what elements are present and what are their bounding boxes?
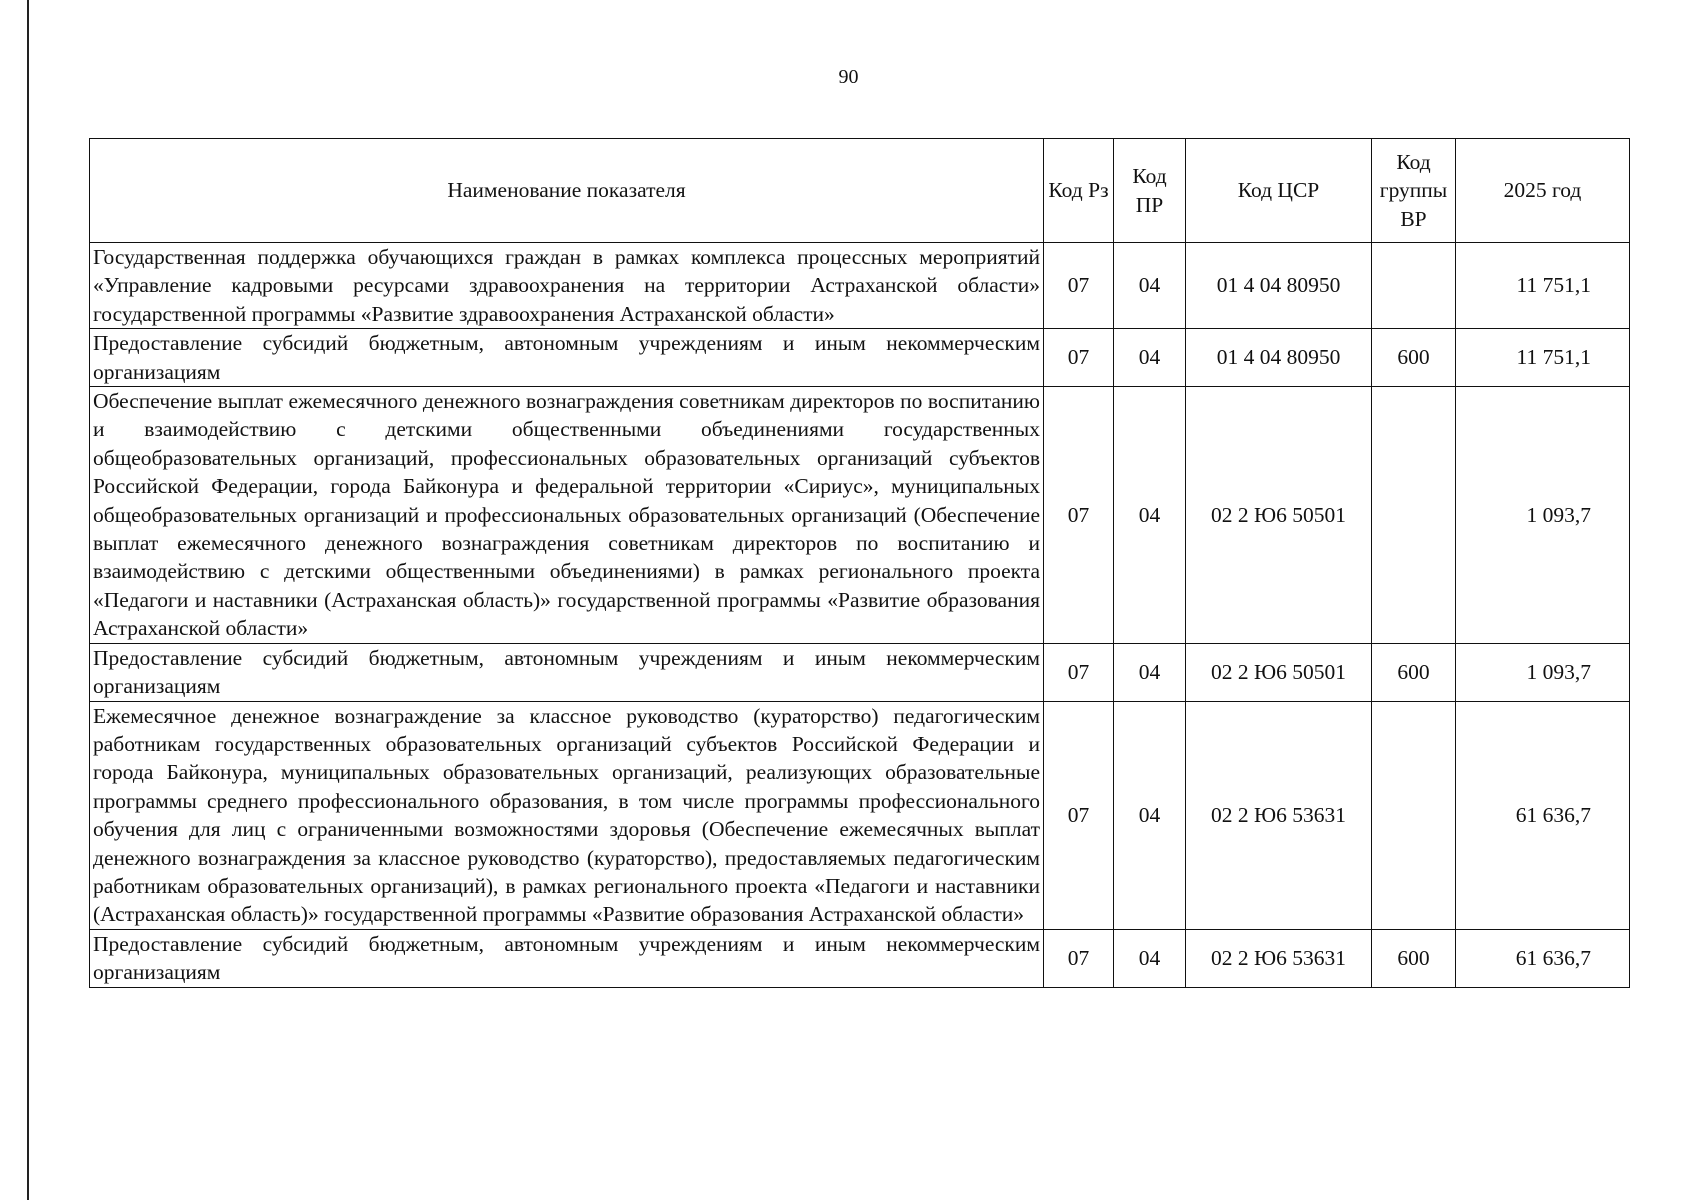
row-amount: 61 636,7 [1456, 701, 1630, 929]
row-pr: 04 [1114, 643, 1186, 701]
header-pr: Код ПР [1114, 139, 1186, 243]
row-name: Обеспечение выплат ежемесячного денежного вознаграждения советникам директоров по воспитанию и взаимодействию с детскими общественными объединениями государственных общеобразовательных организаций, профессиональных образовательных организаций субъектов Российской Федерации, города Байконура и федеральной территории «Сириус», муниципальных общеобразовательных организаций и профессиональных образовательных организаций (Обеспечение выплат ежемесячного денежного вознаграждения советникам директоров по воспитанию и взаимодействию с детскими общественными объединениями) в рамках регионального проекта «Педагоги и наставники (Астраханская область)» государственной программы «Развитие образования Астраханской области» [90, 387, 1044, 644]
page-number: 90 [838, 66, 859, 88]
row-csr: 02 2 Ю6 50501 [1186, 643, 1372, 701]
row-amount: 11 751,1 [1456, 243, 1630, 329]
header-vr: Код группы ВР [1372, 139, 1456, 243]
binding-margin-line [27, 0, 29, 1200]
header-year: 2025 год [1456, 139, 1630, 243]
row-amount: 61 636,7 [1456, 929, 1630, 987]
row-name: Государственная поддержка обучающихся граждан в рамках комплекса процессных мероприятий «Управление кадровыми ресурсами здравоохранения на территории Астраханской области» государственной программы «Развитие здравоохранения Астраханской области» [90, 243, 1044, 329]
row-amount: 1 093,7 [1456, 643, 1630, 701]
row-vr: 600 [1372, 329, 1456, 387]
row-rz: 07 [1044, 387, 1114, 644]
row-rz: 07 [1044, 929, 1114, 987]
row-pr: 04 [1114, 387, 1186, 644]
table-header-row [90, 139, 1630, 243]
row-vr: 600 [1372, 643, 1456, 701]
row-pr: 04 [1114, 243, 1186, 329]
row-csr: 01 4 04 80950 [1186, 243, 1372, 329]
row-csr: 02 2 Ю6 53631 [1186, 929, 1372, 987]
row-pr: 04 [1114, 929, 1186, 987]
row-name: Ежемесячное денежное вознаграждение за классное руководство (кураторство) педагогическим работникам государственных образовательных организаций субъектов Российской Федерации и города Байконура, муниципальных образовательных организаций, реализующих образовательные программы среднего профессионального образования, в том числе программы профессионального обучения для лиц с ограниченными возможностями здоровья (Обеспечение ежемесячных выплат денежного вознаграждения за классное руководство (кураторство), предоставляемых педагогическим работникам образовательных организаций), в рамках регионального проекта «Педагоги и наставники (Астраханская область)» государственной программы «Развитие образования Астраханской области» [90, 701, 1044, 929]
header-rz: Код Рз [1044, 139, 1114, 243]
header-name: Наименование показателя [90, 139, 1044, 243]
table-row [90, 329, 1630, 387]
table-row [90, 643, 1630, 701]
row-name: Предоставление субсидий бюджетным, автономным учреждениям и иным некоммерческим организациям [90, 329, 1044, 387]
row-name: Предоставление субсидий бюджетным, автономным учреждениям и иным некоммерческим организациям [90, 643, 1044, 701]
row-rz: 07 [1044, 701, 1114, 929]
row-csr: 02 2 Ю6 53631 [1186, 701, 1372, 929]
row-vr [1372, 701, 1456, 929]
table-row [90, 243, 1630, 329]
table-row [90, 387, 1630, 644]
row-name: Предоставление субсидий бюджетным, автономным учреждениям и иным некоммерческим организациям [90, 929, 1044, 987]
budget-table [89, 138, 1630, 988]
header-csr: Код ЦСР [1186, 139, 1372, 243]
row-vr [1372, 387, 1456, 644]
table-row [90, 929, 1630, 987]
row-amount: 1 093,7 [1456, 387, 1630, 644]
row-vr [1372, 243, 1456, 329]
row-rz: 07 [1044, 243, 1114, 329]
table-row [90, 701, 1630, 929]
row-amount: 11 751,1 [1456, 329, 1630, 387]
row-rz: 07 [1044, 643, 1114, 701]
row-vr: 600 [1372, 929, 1456, 987]
row-rz: 07 [1044, 329, 1114, 387]
row-pr: 04 [1114, 701, 1186, 929]
row-csr: 02 2 Ю6 50501 [1186, 387, 1372, 644]
row-pr: 04 [1114, 329, 1186, 387]
row-csr: 01 4 04 80950 [1186, 329, 1372, 387]
